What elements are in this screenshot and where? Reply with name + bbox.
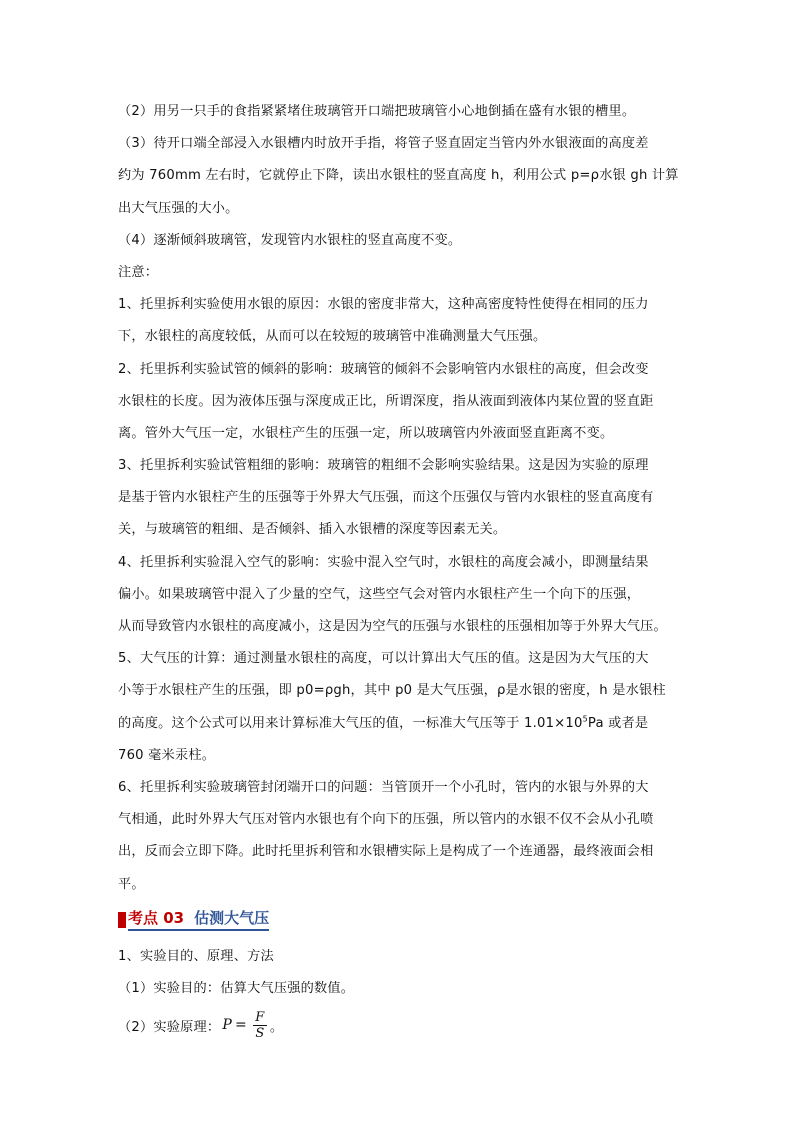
formula-line	[118, 1005, 678, 1045]
paragraph-line: 5、大气压的计算：通过测量水银柱的高度，可以计算出大气压的值。这是因为大气压的大	[118, 651, 649, 667]
paragraph-line: 关，与玻璃管的粗细、是否倾斜、插入水银槽的深度等因素无关。	[118, 522, 507, 538]
paragraph-line: 4、托里拆利实验混入空气的影响：实验中混入空气时，水银柱的高度会减小，即测量结果	[118, 554, 649, 570]
paragraph-line: 下，水银柱的高度较低，从而可以在较短的玻璃管中准确测量大气压强。	[118, 329, 547, 345]
paragraph-line-with-exponent	[118, 708, 678, 740]
heading-title: 估测大气压	[194, 909, 270, 928]
paragraph-line: 1、实验目的、原理、方法	[118, 948, 274, 964]
paragraph-line: 水银柱的长度。因为液体压强与深度成正比，所谓深度，指从液面到液体内某位置的竖直距	[118, 393, 654, 409]
paragraph-line: 6、托里拆利实验玻璃管封闭端开口的问题：当管顶开一个小孔时，管内的水银与外界的大	[118, 779, 649, 795]
formula-fraction	[253, 1010, 267, 1041]
paragraph-line: 平。	[118, 876, 145, 892]
heading-marker	[118, 912, 126, 928]
paragraph-line: 3、托里拆利实验试管粗细的影响：玻璃管的粗细不会影响实验结果。这是因为实验的原理	[118, 458, 649, 474]
paragraph-line: 2、托里拆利实验试管的倾斜的影响：玻璃管的倾斜不会影响管内水银柱的高度，但会改变	[118, 361, 649, 377]
paragraph-line: 偏小。如果玻璃管中混入了少量的空气，这些空气会对管内水银柱产生一个向下的压强，	[118, 586, 641, 602]
section-heading	[118, 903, 678, 937]
note-label: 注意：	[118, 264, 159, 280]
line-text: Pa 或者是	[587, 715, 649, 731]
paragraph-line: （2）用另一只手的食指紧紧堵住玻璃管开口端把玻璃管小心地倒插在盛有水银的槽里。	[118, 104, 636, 119]
paragraph-line: 从而导致管内水银柱的高度减小，这是因为空气的压强与水银柱的压强相加等于外界大气压。	[118, 619, 667, 634]
paragraph-line: 约为 760mm 左右时，它就停止下降，读出水银柱的竖直高度 h，利用公式 p=ρ水银 gh 计算	[118, 168, 679, 184]
paragraph-line: 出，反而会立即下降。此时托里拆利管和水银槽实际上是构成了一个连通器，最终液面会相	[118, 844, 654, 860]
paragraph-line: 1、托里拆利实验使用水银的原因：水银的密度非常大，这种高密度特性使得在相同的压力	[118, 297, 649, 313]
formula-prefix: （2）实验原理：	[118, 1019, 221, 1035]
paragraph-line: 离。管外大气压一定，水银柱产生的压强一定，所以玻璃管内外液面竖直距离不变。	[118, 425, 614, 441]
exponent: 5	[582, 714, 588, 724]
paragraph-line: （4）逐渐倾斜玻璃管，发现管内水银柱的竖直高度不变。	[118, 232, 462, 248]
heading-label	[128, 908, 269, 931]
paragraph-line: 是基于管内水银柱产生的压强等于外界大气压强，而这个压强仅与管内水银柱的竖直高度有	[118, 490, 654, 506]
formula-equals: =	[234, 1017, 247, 1034]
paragraph-line: 小等于水银柱产生的压强，即 p0=ρgh，其中 p0 是大气压强，ρ是水银的密度，h 是水银柱	[118, 683, 666, 699]
heading-number: 考点 03	[128, 909, 185, 928]
pressure-formula	[222, 1010, 270, 1041]
formula-denominator: S	[255, 1025, 265, 1041]
paragraph-line: 760 毫米汞柱。	[118, 747, 216, 763]
paragraph-line: （1）实验目的：估算大气压强的数值。	[118, 980, 355, 996]
paragraph-line: 出大气压强的大小。	[118, 200, 239, 216]
formula-suffix: 。	[269, 1019, 284, 1035]
formula-lhs: P	[222, 1017, 232, 1034]
paragraph-line: 气相通，此时外界大气压对管内水银也有个向下的压强，所以管内的水银不仅不会从小孔喷	[118, 812, 654, 828]
paragraph-line: （3）待开口端全部浸入水银槽内时放开手指，将管子竖直固定当管内外水银液面的高度差	[118, 136, 649, 152]
formula-numerator: F	[255, 1009, 265, 1025]
line-text: 的高度。这个公式可以用来计算标准大气压的值，一标准大气压等于 1.01×10	[118, 715, 583, 731]
document-page	[118, 96, 678, 1045]
